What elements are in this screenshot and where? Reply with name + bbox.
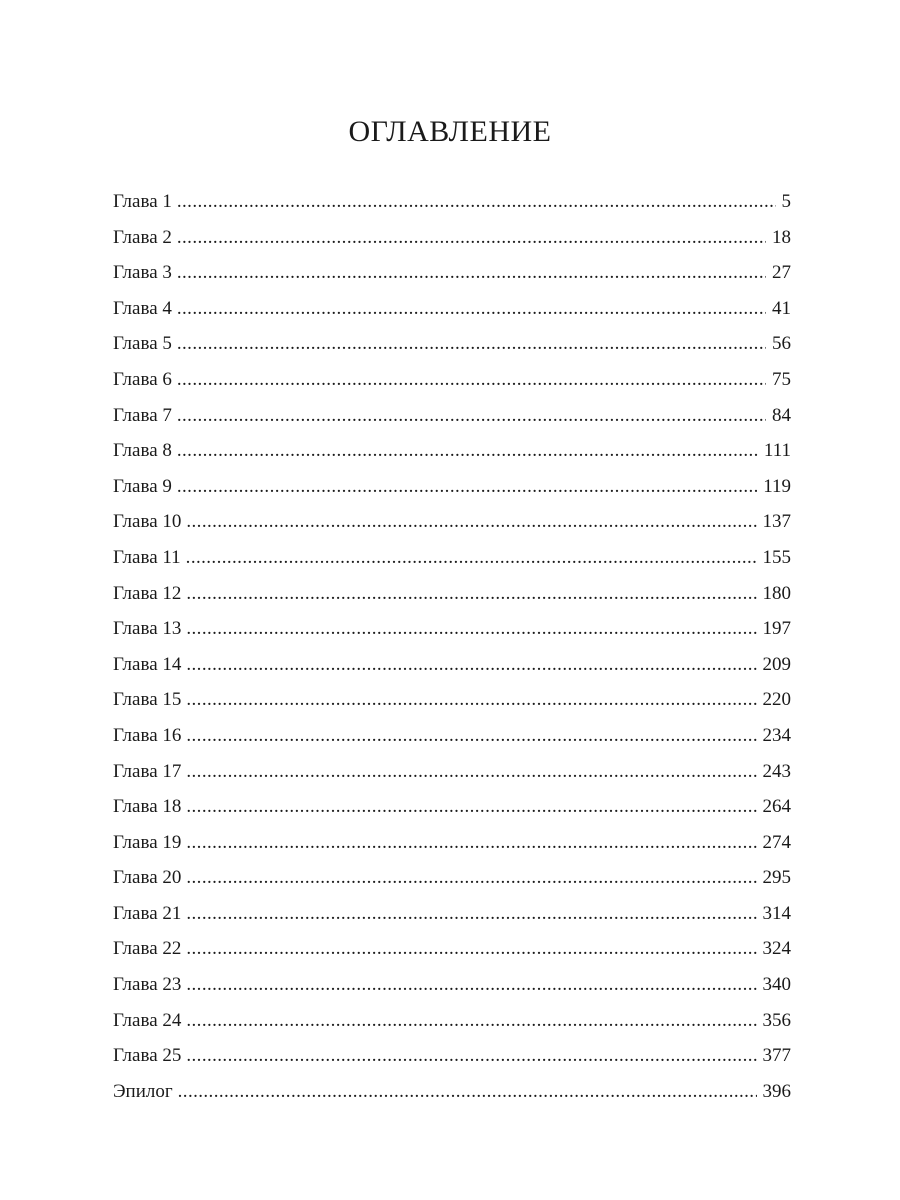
toc-entry — [113, 184, 791, 220]
toc-entry-label: Глава 21 — [113, 902, 182, 924]
toc-entry-page: 84 — [772, 404, 791, 426]
toc-entry-page: 340 — [762, 974, 791, 996]
toc-entry-page: 18 — [772, 226, 791, 248]
toc-entry-page: 396 — [762, 1080, 791, 1102]
toc-entry — [113, 860, 791, 896]
dot-leader — [186, 860, 756, 896]
dot-leader — [186, 967, 756, 1003]
toc-entry — [113, 967, 791, 1003]
toc-entry-page: 220 — [762, 689, 791, 711]
toc-entry-page: 209 — [762, 653, 791, 675]
toc-entry — [113, 326, 791, 362]
dot-leader — [186, 789, 756, 825]
toc-entry-page: 111 — [763, 440, 791, 462]
toc-entry-label: Глава 18 — [113, 796, 182, 818]
toc-entry-label: Глава 3 — [113, 262, 172, 284]
toc-entry-page: 234 — [762, 724, 791, 746]
toc-entry-label: Глава 7 — [113, 404, 172, 426]
toc-entry-label: Глава 2 — [113, 226, 172, 248]
toc-entry — [113, 220, 791, 256]
toc-entry-page: 264 — [762, 796, 791, 818]
toc-entry-label: Глава 15 — [113, 689, 182, 711]
toc-entry-page: 314 — [762, 902, 791, 924]
toc-entry — [113, 362, 791, 398]
dot-leader — [186, 896, 756, 932]
toc-entry — [113, 1038, 791, 1074]
dot-leader — [186, 576, 756, 612]
toc-entry-page: 119 — [763, 475, 791, 497]
toc-entry-page: 56 — [772, 333, 791, 355]
toc-entry-label: Глава 17 — [113, 760, 182, 782]
table-of-contents — [113, 184, 791, 1109]
toc-entry-label: Глава 10 — [113, 511, 182, 533]
toc-entry-label: Глава 13 — [113, 618, 182, 640]
toc-entry-page: 243 — [762, 760, 791, 782]
toc-entry — [113, 647, 791, 683]
toc-entry — [113, 291, 791, 327]
dot-leader — [177, 326, 766, 362]
toc-entry — [113, 398, 791, 434]
dot-leader — [177, 433, 758, 469]
toc-entry-label: Глава 23 — [113, 974, 182, 996]
toc-entry-label: Глава 11 — [113, 546, 181, 568]
toc-entry-label: Глава 1 — [113, 191, 172, 212]
toc-entry — [113, 504, 791, 540]
dot-leader — [177, 220, 766, 256]
toc-entry — [113, 255, 791, 291]
toc-entry — [113, 931, 791, 967]
toc-entry-page: 5 — [781, 191, 791, 212]
page-title: ОГЛАВЛЕНИЕ — [348, 115, 552, 148]
toc-entry-label: Глава 12 — [113, 582, 182, 604]
toc-entry — [113, 825, 791, 861]
toc-entry-label: Глава 8 — [113, 440, 172, 462]
dot-leader — [177, 255, 766, 291]
toc-entry — [113, 718, 791, 754]
toc-entry-label: Глава 24 — [113, 1009, 182, 1031]
toc-entry — [113, 754, 791, 790]
dot-leader — [177, 291, 766, 327]
dot-leader — [186, 718, 756, 754]
dot-leader — [186, 611, 756, 647]
toc-entry-epilogue — [113, 1074, 791, 1110]
toc-entry-label: Глава 20 — [113, 867, 182, 889]
toc-entry — [113, 540, 791, 576]
toc-entry-page: 324 — [762, 938, 791, 960]
toc-entry-page: 155 — [762, 546, 791, 568]
toc-entry-label: Глава 22 — [113, 938, 182, 960]
toc-entry-page: 75 — [772, 368, 791, 390]
toc-entry-label: Глава 6 — [113, 368, 172, 390]
dot-leader — [186, 540, 757, 576]
toc-entry — [113, 682, 791, 718]
toc-entry — [113, 896, 791, 932]
dot-leader — [186, 682, 756, 718]
dot-leader — [177, 398, 766, 434]
dot-leader — [186, 647, 756, 683]
toc-entry — [113, 1003, 791, 1039]
toc-entry-label: Глава 19 — [113, 831, 182, 853]
toc-entry — [113, 789, 791, 825]
toc-entry-page: 197 — [762, 618, 791, 640]
toc-entry — [113, 576, 791, 612]
dot-leader — [186, 504, 756, 540]
toc-entry-page: 27 — [772, 262, 791, 284]
toc-entry-page: 356 — [762, 1009, 791, 1031]
toc-entry-page: 137 — [762, 511, 791, 533]
dot-leader — [186, 825, 756, 861]
toc-entry-label: Глава 16 — [113, 724, 182, 746]
toc-entry-label: Глава 5 — [113, 333, 172, 355]
toc-entry-page: 41 — [772, 297, 791, 319]
dot-leader — [178, 1074, 757, 1110]
toc-entry-label: Глава 9 — [113, 475, 172, 497]
toc-entry-page: 180 — [762, 582, 791, 604]
toc-entry-page: 295 — [762, 867, 791, 889]
dot-leader — [177, 362, 766, 398]
dot-leader — [177, 469, 757, 505]
dot-leader — [186, 1038, 756, 1074]
dot-leader — [177, 184, 776, 220]
toc-entry — [113, 611, 791, 647]
toc-entry-label: Глава 4 — [113, 297, 172, 319]
dot-leader — [186, 1003, 756, 1039]
dot-leader — [186, 931, 756, 967]
toc-entry-page: 377 — [762, 1045, 791, 1067]
toc-entry-label: Эпилог — [113, 1080, 173, 1102]
dot-leader — [186, 754, 756, 790]
toc-entry-page: 274 — [762, 831, 791, 853]
toc-entry — [113, 469, 791, 505]
toc-entry-label: Глава 25 — [113, 1045, 182, 1067]
toc-entry — [113, 433, 791, 469]
toc-entry-label: Глава 14 — [113, 653, 182, 675]
